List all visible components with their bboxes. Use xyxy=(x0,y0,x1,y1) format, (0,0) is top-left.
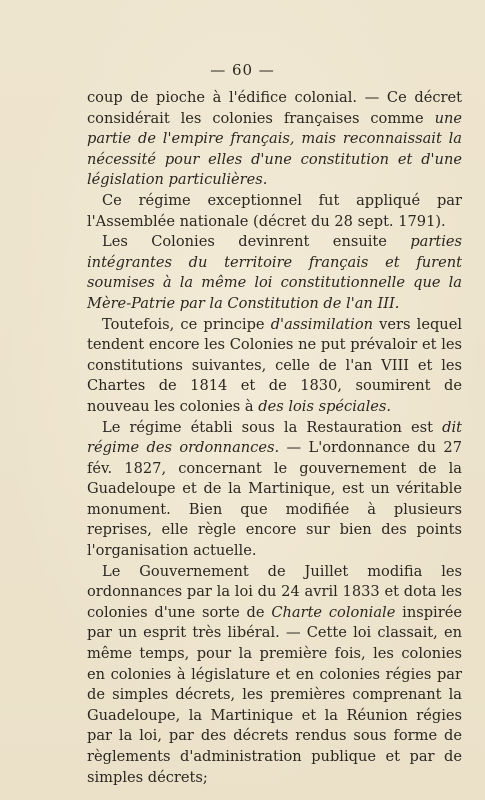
paragraph xyxy=(87,191,462,232)
paragraph xyxy=(87,232,462,314)
page-number: — 60 — xyxy=(210,61,275,79)
paragraph xyxy=(87,562,462,789)
italic-text: dit régime des ordonnances. xyxy=(87,418,462,457)
text-run: Le régime établi sous la Restauration est xyxy=(102,418,443,436)
paragraph xyxy=(87,418,462,562)
text-run: Les Colonies devinrent ensuite xyxy=(102,233,411,251)
text-run: Toutefois, ce principe xyxy=(102,315,271,333)
text-run: Ce régime exceptionnel fut appliqué par l'Assemblée nationale (décret du 28 sept. 1791). xyxy=(87,191,462,230)
text-run: inspirée par un esprit très libéral. — Cette loi classait, en même temps, pour la première fois, les colonies en colonies à législature et en colonies régies par de simples décrets, les premières comprenant la Guadeloupe, la Martinique et la Réunion régies par la loi, par des décrets rendus sous forme de règlements d'administration publique et par de simples décrets; xyxy=(87,603,462,786)
text-run: vers lequel tendent encore les Colonies ne put prévaloir et les constitutions suivantes, celle de l'an VIII et les Chartes de 1814 et de 1830, soumirent de nouveau les colonies à xyxy=(87,315,462,415)
text-run: Le Gouvernement de Juillet modifia les ordonnances par la loi du 24 avril 1833 et dota les colonies d'une sorte de xyxy=(87,562,462,621)
italic-text: Charte coloniale xyxy=(271,603,396,621)
body-text xyxy=(87,88,462,788)
italic-text: d'assimilation xyxy=(270,315,374,333)
text-run: coup de pioche à l'édifice colonial. — Ce décret considérait les colonies françaises comme xyxy=(87,89,462,127)
paragraph xyxy=(87,88,462,191)
italic-text: parties intégrantes du territoire français et furent soumises à la même loi constitutionnelle que la Mère-Patrie par la Constitution de l'an III. xyxy=(87,233,462,312)
italic-text: une partie de l'empire français, mais reconnaissait la nécessité pour elles d'une constitution et d'une législation particulières. xyxy=(87,109,462,189)
text-run: — L'ordonnance du 27 fév. 1827, concernant le gouvernement de la Guadeloupe et de la Martinique, est un véritable monument. Bien que modifiée à plusieurs reprises, elle règle encore sur bien des points l'organisation actuelle. xyxy=(87,439,462,560)
italic-text: des lois spéciales. xyxy=(258,397,392,415)
paragraph xyxy=(87,315,462,418)
